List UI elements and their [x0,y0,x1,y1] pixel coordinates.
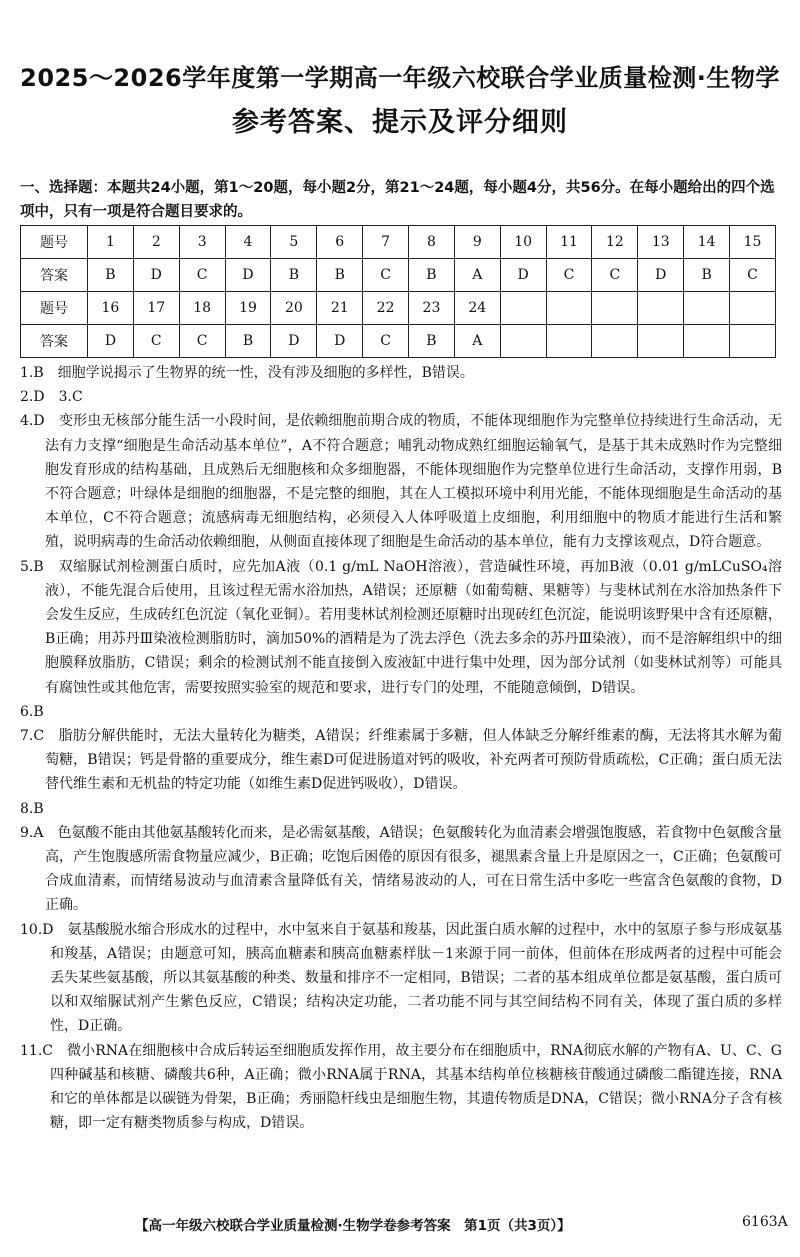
question-cell: 10 [500,226,546,259]
header-cell: 答案 [21,325,88,358]
question-cell [638,292,684,325]
header-cell: 题号 [21,226,88,259]
explanations [20,361,782,1136]
answer-cell: B [225,325,271,358]
question-cell: 21 [317,292,363,325]
answer-cell [730,325,776,358]
answer-cell: D [638,259,684,292]
question-cell: 17 [133,292,179,325]
question-cell [500,292,546,325]
explanation-item: 7.C 脂肪分解供能时，无法大量转化为糖类，A错误；纤维素属于多糖，但人体缺乏分解纤维素的酶，无法将其水解为葡萄糖，B错误；钙是骨骼的重要成分，维生素D可促进肠道对钙的吸收，补充两者可预防骨质疏松，C正确；蛋白质无法替代维生素和无机盐的特定功能（如维生素D促进钙吸收），D错误。 [20,728,782,793]
answer-cell [546,325,592,358]
answer-cell: D [88,325,134,358]
question-cell [684,292,730,325]
answer-cell: C [363,259,409,292]
question-cell: 22 [363,292,409,325]
explanation-item: 10.D 氨基酸脱水缩合形成水的过程中，水中氢来自于氨基和羧基，因此蛋白质水解的过程中，水中的氢原子参与形成氨基和羧基，A错误；由题意可知，胰高血糖素和胰高血糖素样肽－1来源于同一前体，但前体在形成两者的过程中可能会丢失某些氨基酸，所以其氨基酸的种类、数量和排序不一定相同，B错误；二者的基本组成单位都是氨基酸，蛋白质可以和双缩脲试剂产生紫色反应，C错误；结构决定功能，二者功能不同与其空间结构不同有关，体现了蛋白质的多样性，D正确。 [20,921,782,1035]
answer-cell: C [546,259,592,292]
question-cell: 9 [454,226,500,259]
answer-cell: B [409,259,455,292]
question-cell: 5 [271,226,317,259]
answer-cell: B [88,259,134,292]
answer-cell: C [363,325,409,358]
question-cell: 1 [88,226,134,259]
answer-cell: A [454,259,500,292]
answer-cell: D [133,259,179,292]
section-heading: 一、选择题：本题共24小题，第1～20题，每小题2分，第21～24题，每小题4分，共56分。在每小题给出的四个选项中，只有一项是符合题目要求的。 [20,180,775,220]
answer-cell [592,325,638,358]
table-row [21,325,776,358]
question-cell: 2 [133,226,179,259]
answer-cell [500,325,546,358]
question-cell: 11 [546,226,592,259]
answer-cell: C [179,259,225,292]
title-line2: 参考答案、提示及评分细则 [232,107,568,138]
question-cell: 6 [317,226,363,259]
question-cell: 19 [225,292,271,325]
answer-cell: C [179,325,225,358]
question-cell: 12 [592,226,638,259]
explanation-item: 11.C 微小RNA在细胞核中合成后转运至细胞质发挥作用，故主要分布在细胞质中，RNA彻底水解的产物有A、U、C、G四种碱基和核糖、磷酸共6种，A正确；微小RNA属于RNA，其基本结构单位核糖核苷酸通过磷酸二酯键连接，RNA和它的单体都是以碳链为骨架，B正确；秀丽隐杆线虫是细胞生物，其遗传物质是DNA，C错误；微小RNA分子含有核糖，即一定有糖类物质参与构成，D错误。 [20,1042,782,1132]
header-cell: 题号 [21,292,88,325]
title-line1: 2025～2026学年度第一学期高一年级六校联合学业质量检测·生物学 [20,64,780,92]
question-cell: 16 [88,292,134,325]
answer-table [20,225,776,358]
table-row [21,292,776,325]
answer-cell: B [271,259,317,292]
question-cell: 8 [409,226,455,259]
answer-cell: C [730,259,776,292]
question-cell [592,292,638,325]
answer-cell [638,325,684,358]
explanation-item: 5.B 双缩脲试剂检测蛋白质时，应先加A液（0.1 g/mL NaOH溶液），营造碱性环境，再加B液（0.01 g/mLCuSO₄溶液），不能先混合后使用，且该过程无需水浴加热，A错误；还原糖（如葡萄糖、果糖等）与斐林试剂在水浴加热条件下会发生反应，生成砖红色沉淀（氧化亚铜）。若用斐林试剂检测还原糖时出现砖红色沉淀，能说明该野果中含有还原糖，B正确；用苏丹Ⅲ染液检测脂肪时，滴加50%的酒精是为了洗去浮色（洗去多余的苏丹Ⅲ染液），而不是溶解组织中的细胞膜释放脂肪，C错误；剩余的检测试剂不能直接倒入废液缸中进行集中处理，因为部分试剂（如斐林试剂等）可能具有腐蚀性或其他危害，需要按照实验室的规范和要求，进行专门的处理，不能随意倾倒，D错误。 [20,558,782,696]
answer-cell: C [133,325,179,358]
table-row [21,259,776,292]
explanation-item: 8.B [20,800,44,817]
answer-cell: D [317,325,363,358]
question-cell: 15 [730,226,776,259]
explanation-item: 2.D 3.C [20,389,83,406]
footer-caption: 【高一年级六校联合学业质量检测·生物学卷参考答案 第1页（共3页）】 [135,1218,571,1234]
explanation-item: 4.D 变形虫无核部分能生活一小段时间，是依赖细胞前期合成的物质，不能体现细胞作为完整单位持续进行生命活动，无法有力支撑“细胞是生命活动基本单位”，A不符合题意；哺乳动物成熟红细胞运输氧气，是基于其未成熟时作为完整细胞发育形成的结构基础，且成熟后无细胞核和众多细胞器，不能体现细胞作为完整单位进行生命活动，支撑作用弱，B不符合题意；叶绿体是细胞的细胞器，不是完整的细胞，其在人工模拟环境中利用光能，不能体现细胞是生命活动的基本单位，C不符合题意；流感病毒无细胞结构，必须侵入人体呼吸道上皮细胞，利用细胞中的物质才能进行生活和繁殖，说明病毒的生命活动依赖细胞，从侧面直接体现了细胞是生命活动的基本单位，能有力支撑该观点，D符合题意。 [20,413,782,551]
answer-cell: D [500,259,546,292]
question-cell: 3 [179,226,225,259]
question-cell: 7 [363,226,409,259]
question-cell: 14 [684,226,730,259]
question-cell: 4 [225,226,271,259]
explanation-item: 6.B [20,703,44,720]
table-row [21,226,776,259]
answer-cell [684,325,730,358]
question-cell: 20 [271,292,317,325]
explanation-item: 9.A 色氨酸不能由其他氨基酸转化而来，是必需氨基酸，A错误；色氨酸转化为血清素会增强饱腹感，若食物中色氨酸含量高，产生饱腹感所需食物量应减少，B正确；吃饱后困倦的原因有很多，褪黑素含量上升是原因之一，C正确；色氨酸可合成血清素，而情绪易波动与血清素含量降低有关，情绪易波动的人，可在日常生活中多吃一些富含色氨酸的食物，D正确。 [20,824,782,914]
answer-cell: D [225,259,271,292]
question-cell: 23 [409,292,455,325]
header-cell: 答案 [21,259,88,292]
answer-cell: B [684,259,730,292]
answer-cell: D [271,325,317,358]
answer-cell: B [317,259,363,292]
answer-cell: A [454,325,500,358]
question-cell [546,292,592,325]
question-cell [730,292,776,325]
explanation-item: 1.B 细胞学说揭示了生物界的统一性，没有涉及细胞的多样性，B错误。 [20,365,474,381]
answer-cell: B [409,325,455,358]
question-cell: 24 [454,292,500,325]
question-cell: 18 [179,292,225,325]
answer-cell: C [592,259,638,292]
footer-code: 6163A [742,1214,788,1230]
question-cell: 13 [638,226,684,259]
